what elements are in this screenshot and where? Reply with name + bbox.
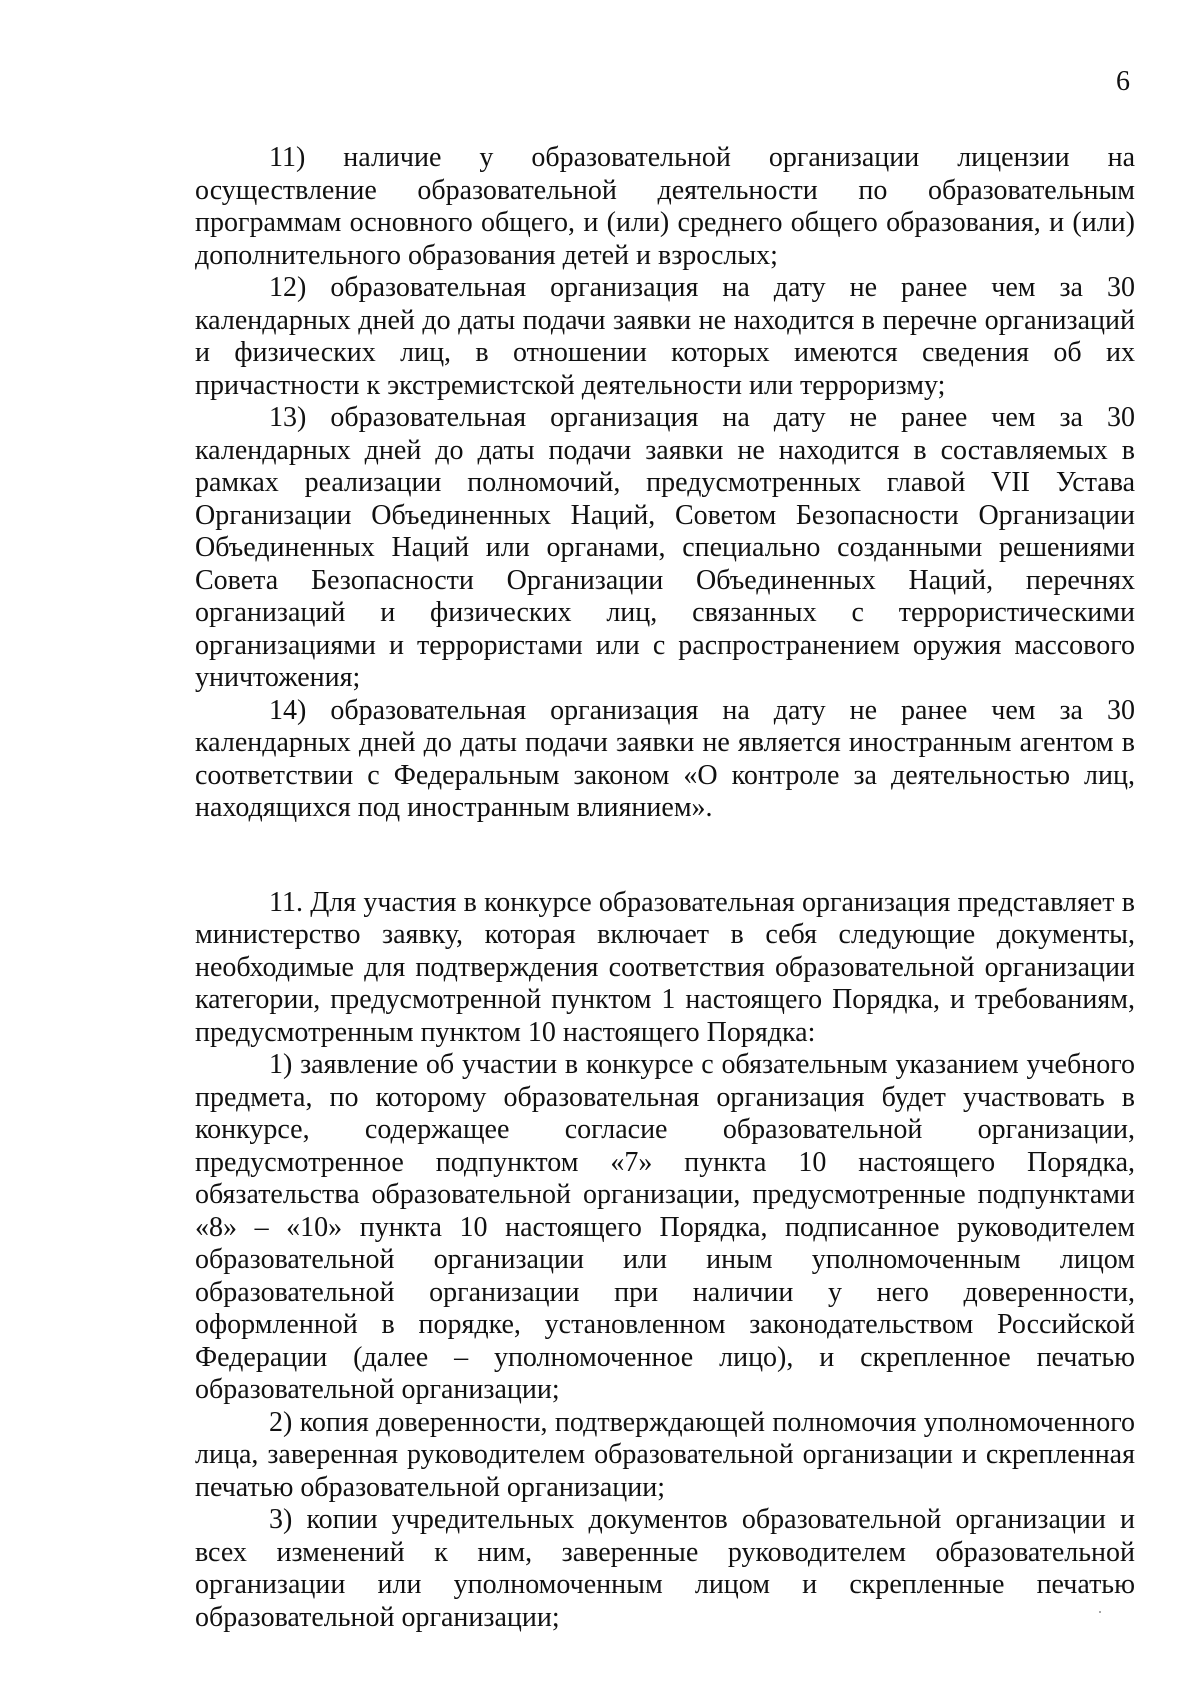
page-number: 6	[1116, 66, 1130, 97]
paragraph-item-12: 12) образовательная организация на дату не ранее чем за 30 календарных дней до даты подачи заявки не находится в перечне организаций и физических лиц, в отношении которых имеются сведения об их причастности к экстремистской деятельности или терроризму;	[195, 272, 1135, 401]
paragraph-item-14: 14) образовательная организация на дату не ранее чем за 30 календарных дней до даты подачи заявки не является иностранным агентом в соответствии с Федеральным законом «О контроле за деятельностью лиц, находящихся под иностранным влиянием».	[195, 694, 1135, 823]
paragraph-subitem-1: 1) заявление об участии в конкурсе с обязательным указанием учебного предмета, по которому образовательная организация будет участвовать в конкурсе, содержащее согласие образовательной организации, предусмотренное подпунктом «7» пункта 10 настоящего Порядка, обязательства образовательной организации, предусмотренные подпунктами «8» – «10» пункта 10 настоящего Порядка, подписанное руководителем образовательной организации или иным уполномоченным лицом образовательной организации при наличии у него доверенности, оформленной в порядке, установленном законодательством Российской Федерации (далее – уполномоченное лицо), и скрепленное печатью образовательной организации;	[195, 1049, 1135, 1405]
paragraph-subitem-2: 2) копия доверенности, подтверждающей полномочия уполномоченного лица, заверенная руководителем образовательной организации и скрепленная печатью образовательной организации;	[195, 1406, 1135, 1503]
section-gap	[195, 825, 1135, 887]
paragraph-point-11: 11. Для участия в конкурсе образовательная организация представляет в министерство заявку, которая включает в себя следующие документы, необходимые для подтверждения соответствия образовательной организации категории, предусмотренной пунктом 1 настоящего Порядка, и требованиям, предусмотренным пунктом 10 настоящего Порядка:	[195, 886, 1135, 1048]
paragraph-item-11: 11) наличие у образовательной организации лицензии на осуществление образовательной деятельности по образовательным программам основного общего, и (или) среднего общего образования, и (или) дополнительного образования детей и взрослых;	[195, 142, 1135, 271]
paragraph-subitem-3: 3) копии учредительных документов образовательной организации и всех изменений к ним, заверенные руководителем образовательной организации или уполномоченным лицом и скрепленные печатью образовательной организации;	[195, 1504, 1135, 1633]
paragraph-item-13: 13) образовательная организация на дату не ранее чем за 30 календарных дней до даты подачи заявки не находится в составляемых в рамках реализации полномочий, предусмотренных главой VII Устава Организации Объединенных Наций, Советом Безопасности Организации Объединенных Наций или органами, специально созданными решениями Совета Безопасности Организации Объединенных Наций, перечнях организаций и физических лиц, связанных с террористическими организациями и террористами или с распространением оружия массового уничтожения;	[195, 402, 1135, 693]
scan-artifact-dot	[1099, 1611, 1101, 1613]
document-body	[195, 142, 1135, 1634]
